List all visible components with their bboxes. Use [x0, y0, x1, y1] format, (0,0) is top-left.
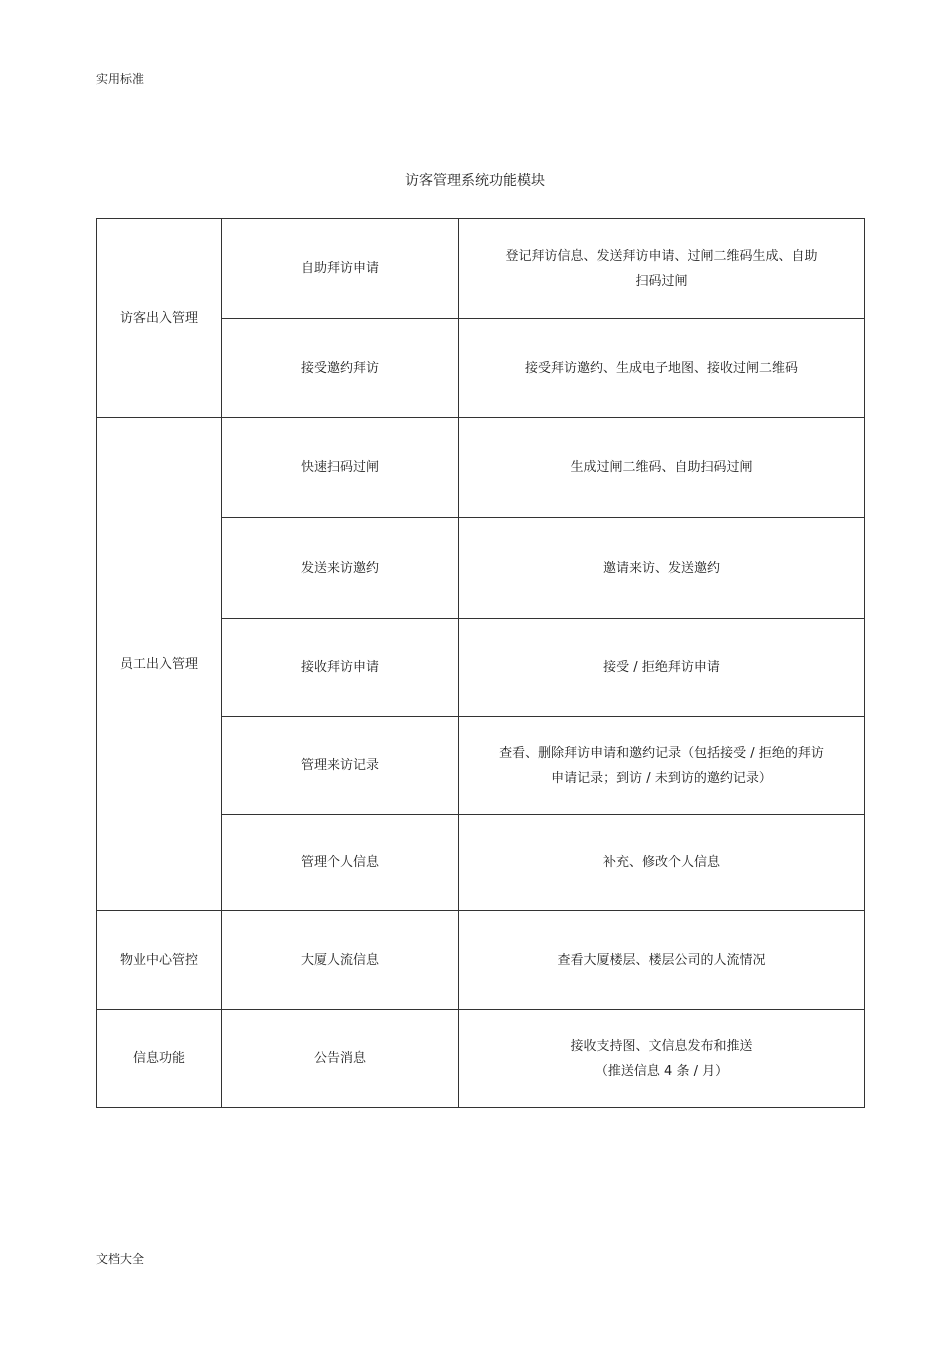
description-cell [459, 717, 865, 815]
description-line: 接受 / 拒绝拜访申请 [603, 660, 720, 675]
description-line: 查看大厦楼层、楼层公司的人流情况 [557, 952, 766, 968]
description-cell [459, 418, 865, 518]
group-cell: 信息功能 [97, 1010, 222, 1108]
description-cell [459, 911, 865, 1010]
function-cell: 管理个人信息 [222, 815, 459, 911]
function-cell: 公告消息 [222, 1010, 459, 1108]
function-cell: 接受邀约拜访 [222, 319, 459, 418]
table-row [97, 219, 865, 319]
table-row [97, 418, 865, 518]
description-line: 生成过闸二维码、自助扫码过闸 [570, 460, 753, 475]
group-cell: 物业中心管控 [97, 911, 222, 1010]
description-cell [459, 219, 865, 319]
document-title: 访客管理系统功能模块 [405, 173, 545, 189]
page-header: 实用标准 [96, 72, 145, 86]
description-line: 扫码过闸 [635, 273, 688, 289]
description-cell [459, 619, 865, 717]
description-cell [459, 815, 865, 911]
description-line: 查看、删除拜访申请和邀约记录（包括接受 / 拒绝的拜访 [499, 745, 824, 761]
function-cell: 大厦人流信息 [222, 911, 459, 1010]
description-cell [459, 319, 865, 418]
function-cell: 接收拜访申请 [222, 619, 459, 717]
description-line: 申请记录；到访 / 未到访的邀约记录） [551, 770, 772, 786]
function-module-table [96, 218, 865, 1108]
description-cell [459, 1010, 865, 1108]
description-line: （推送信息 4 条 / 月） [594, 1063, 729, 1079]
page-footer: 文档大全 [96, 1252, 145, 1266]
description-line: 补充、修改个人信息 [602, 855, 720, 870]
function-cell: 管理来访记录 [222, 717, 459, 815]
table-row [97, 911, 865, 1010]
function-cell: 快速扫码过闸 [222, 418, 459, 518]
description-line: 接受拜访邀约、生成电子地图、接收过闸二维码 [524, 360, 798, 376]
description-line: 邀请来访、发送邀约 [602, 560, 720, 576]
function-cell: 自助拜访申请 [222, 219, 459, 319]
group-cell: 员工出入管理 [97, 418, 222, 911]
description-line: 接收支持图、文信息发布和推送 [570, 1038, 753, 1054]
description-line: 登记拜访信息、发送拜访申请、过闸二维码生成、自助 [505, 248, 818, 264]
table-row [97, 1010, 865, 1108]
group-cell: 访客出入管理 [97, 219, 222, 418]
function-cell: 发送来访邀约 [222, 518, 459, 619]
description-cell [459, 518, 865, 619]
